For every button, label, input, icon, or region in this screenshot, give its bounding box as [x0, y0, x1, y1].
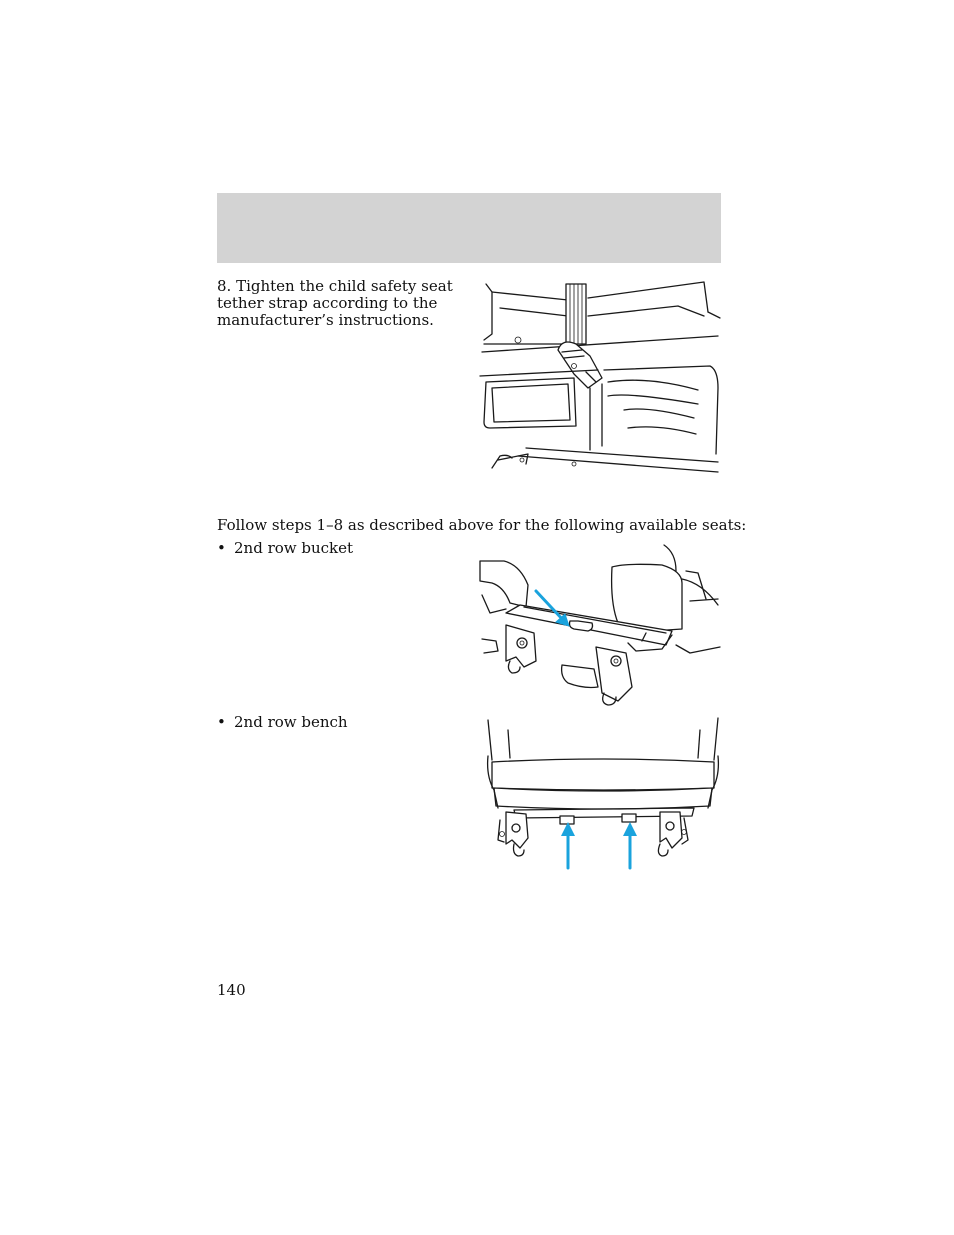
- step-8-instruction: [217, 278, 457, 329]
- bullet-mark: •: [217, 539, 226, 557]
- bucket-seat-illustration: [476, 543, 722, 709]
- bench-seat-illustration: [484, 716, 722, 872]
- bullet-label: 2nd row bench: [234, 713, 348, 731]
- page-number: 140: [217, 981, 246, 999]
- step-8-line-2: tether strap according to the: [217, 294, 438, 312]
- bullet-2nd-row-bucket: [217, 540, 353, 557]
- step-8-line-1: 8. Tighten the child safety seat: [217, 277, 453, 295]
- section-header-band: [217, 193, 721, 263]
- step-8-line-3: manufacturer’s instructions.: [217, 311, 434, 329]
- bullet-label: 2nd row bucket: [234, 539, 354, 557]
- tether-strap-illustration: [478, 278, 722, 476]
- bullet-2nd-row-bench: [217, 714, 348, 731]
- bullet-mark: •: [217, 713, 226, 731]
- follow-steps-text: Follow steps 1–8 as described above for the following available seats:: [217, 516, 747, 534]
